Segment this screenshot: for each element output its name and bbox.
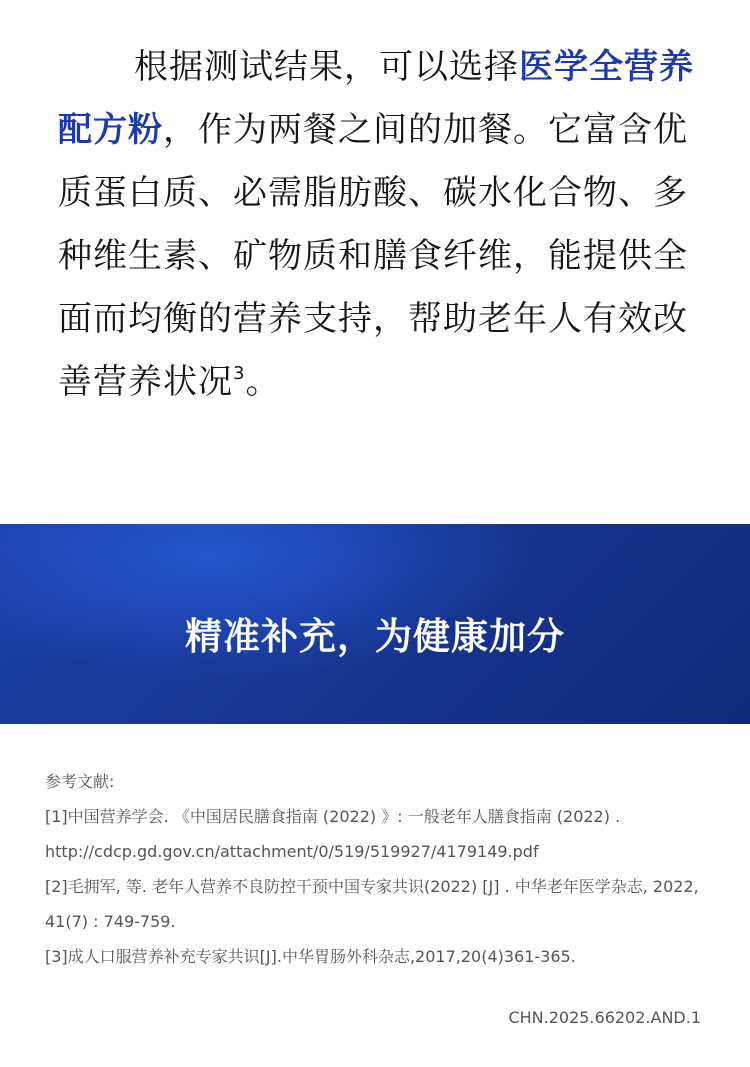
banner-title: 精准补充，为健康加分 [185,615,565,658]
reference-mark: 3 [233,363,246,384]
intro-paragraph [58,36,718,414]
reference-line: [2]毛拥军, 等. 老年人营养不良防控干预中国专家共识(2022) [J] . 中华老年医学杂志, 2022, [45,877,699,896]
references-heading: 参考文献: [45,772,115,791]
reference-line: [1]中国营养学会. 《中国居民膳食指南 (2022) 》: 一般老年人膳食指南 (2022) . [45,807,621,826]
slogan-banner [0,524,750,724]
reference-link: http://cdcp.gd.gov.cn/attachment/0/519/519927/4179149.pdf [45,842,539,861]
references-section [45,764,715,974]
reference-line: 41(7) : 749-759. [45,912,176,931]
document-code: CHN.2025.66202.AND.1 [508,1008,701,1027]
intro-text-start: 根据测试结果，可以选择 [134,47,519,87]
intro-text-end: 。 [245,362,281,402]
intro-text-body: ，作为两餐之间的加餐。它富含优质蛋白质、必需脂肪酸、碳水化合物、多种维生素、矿物质和膳食纤维，能提供全面而均衡的营养支持，帮助老年人有效改善营养状况 [58,110,688,402]
product-highlight: 医学全营养配方粉 [58,47,694,150]
reference-line: [3]成人口服营养补充专家共识[J].中华胃肠外科杂志,2017,20(4)361-365. [45,947,576,966]
